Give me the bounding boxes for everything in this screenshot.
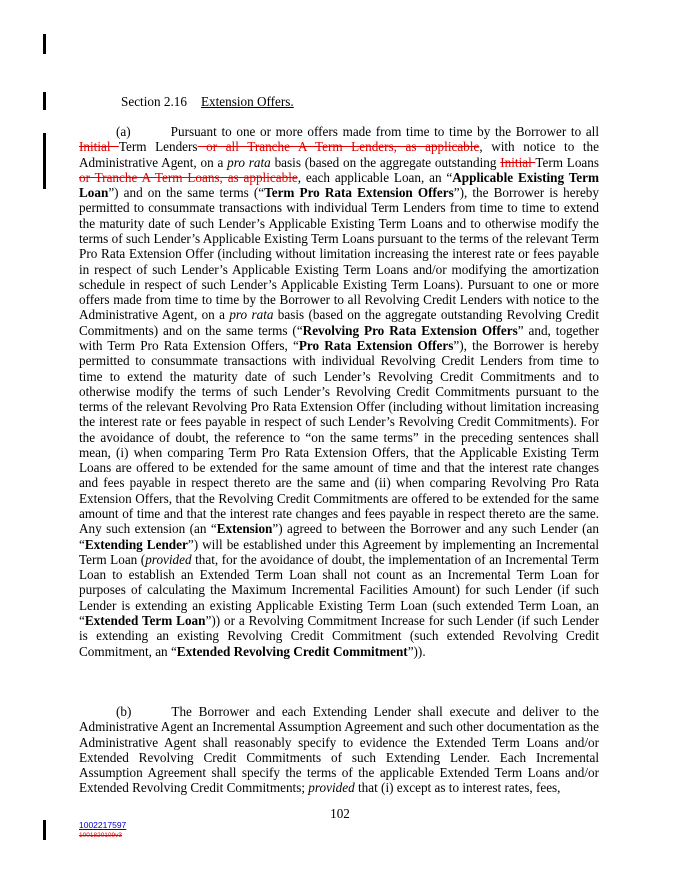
paragraph-b bbox=[79, 704, 599, 796]
text: , each applicable Loan, an “ bbox=[297, 169, 453, 185]
text: ” and, together with Term Pro Rata Extension Offers, “ bbox=[79, 322, 599, 353]
change-bar bbox=[43, 133, 46, 189]
italic-term: provided bbox=[308, 780, 355, 796]
italic-term: pro rata bbox=[229, 307, 274, 323]
text: ”)). bbox=[407, 643, 426, 659]
text: that, for the avoidance of doubt, the implementation of an Incremental Term Loan to establish an Extended Term Loan shall not count as an Incremental Term Loan for purposes of calculating the Maximum Incremental Facilities Amount) for such Lender (if such Lender is extending an existing Applicable Existing Term Loan (such extended Term Loan, an “ bbox=[79, 551, 600, 628]
italic-term: provided bbox=[145, 551, 192, 567]
defined-term: Extending Lender bbox=[84, 536, 188, 552]
change-bar bbox=[43, 34, 46, 54]
text: ”) and on the same terms (“ bbox=[108, 185, 265, 201]
text: The Borrower and each Extending Lender shall execute and deliver to the Administrative Agent an Incremental Assumption Agreement and such other documentation as the Administrative Agent shall reasonably specify to evidence the Extended Term Loans and/or Extended Revolving Credit Commitments of such Extending Lender. Each Incremental Assumption Agreement shall specify the terms of the applicable Extended Term Loans and/or Extended Revolving Credit Commitments; bbox=[79, 704, 599, 796]
text: Term Lenders bbox=[118, 139, 198, 155]
defined-term: Applicable Existing Term Loan bbox=[79, 169, 599, 201]
paragraph-label: (a) bbox=[116, 124, 131, 139]
document-id: 1002217597 bbox=[79, 820, 127, 830]
paragraph-label: (b) bbox=[116, 704, 132, 719]
page-number: 102 bbox=[330, 806, 350, 821]
change-bar bbox=[43, 820, 46, 840]
deleted-text: or Tranche A Term Loans, as applicable bbox=[79, 169, 298, 185]
text: Pursuant to one or more offers made from time to time by the Borrower to all bbox=[170, 124, 599, 139]
change-bar bbox=[43, 92, 46, 110]
text: that (i) except as to interest rates, fees, bbox=[354, 780, 561, 796]
defined-term: Extended Revolving Credit Commitment bbox=[176, 643, 408, 659]
text: ”), the Borrower is hereby permitted to consummate transactions with individual Term Lenders from time to time to extend the maturity date of such Lender’s Applicable Existing Term Loans and to otherwise modify the terms of such Lender’s Applicable Existing Term Loans pursuant to the terms of the relevant Term Pro Rata Extension Offer (including without limitation increasing the interest rate or fees payable in respect of such Lender’s Applicable Existing Term Loans and/or modifying the amortization schedule in respect of such Lender’s Applicable Existing Term Loans). Pursuant to one or more offers made from time to time by the Borrower to all Revolving Credit Lenders with notice to the Administrative Agent, on a bbox=[79, 185, 599, 323]
section-heading bbox=[121, 94, 294, 110]
text: , with notice to the Administrative Agent, on a bbox=[79, 139, 599, 170]
text: ”) agreed to between the Borrower and any such Lender (an “ bbox=[79, 521, 600, 552]
italic-term: pro rata bbox=[227, 154, 271, 170]
text: basis (based on the aggregate outstanding bbox=[270, 154, 501, 170]
deleted-text: Initial bbox=[79, 139, 119, 155]
deleted-text: or all Tranche A Term Lenders, as applicable bbox=[197, 139, 480, 155]
text: Term Loans bbox=[535, 154, 599, 170]
text: ”), the Borrower is hereby permitted to consummate transactions with individual Revolving Credit Lenders from time to time to extend the maturity date of such Lender’s Revolving Credit Commitments and to otherwise modify the terms of such Lender’s Revolving Credit Commitments pursuant to the terms of the relevant Revolving Pro Rata Extension Offer (including without limitation increasing the interest rate or fees payable in respect of such Lender’s Revolving Credit Commitments). For the avoidance of doubt, the reference to “on the same terms” in the preceding sentences shall mean, (i) when comparing Term Pro Rata Extension Offers, that the Applicable Existing Term Loans are offered to be extended for the same amount of time and that the interest rate changes and fees payable in respect thereto are the same and (ii) when comparing Revolving Pro Rata Extension Offers, that the Revolving Credit Commitments are offered to be extended for the same amount of time and that the interest rate changes and fees payable in respect thereto are the same. Any such extension (an “ bbox=[79, 337, 599, 537]
defined-term: Term Pro Rata Extension Offers bbox=[264, 185, 454, 201]
paragraph-a bbox=[79, 124, 599, 659]
deleted-text: Initial bbox=[500, 154, 536, 170]
defined-term: Extended Term Loan bbox=[84, 613, 206, 628]
section-title: Extension Offers. bbox=[200, 94, 294, 109]
text: ”)) or a Revolving Commitment Increase for such Lender (if such Lender is extending an existing Revolving Credit Commitment (such extended Revolving Credit Commitment, an “ bbox=[79, 613, 599, 659]
defined-term: Pro Rata Extension Offers bbox=[298, 337, 454, 353]
defined-term: Revolving Pro Rata Extension Offers bbox=[302, 322, 518, 338]
deleted-document-id: 1001820109v3 bbox=[79, 832, 123, 839]
section-number: Section 2.16 bbox=[121, 94, 187, 109]
text: basis (based on the aggregate outstanding Revolving Credit Commitments) and on the same terms (“ bbox=[79, 307, 599, 338]
text: ”) will be established under this Agreement by implementing an Incremental Term Loan ( bbox=[79, 536, 599, 567]
defined-term: Extension bbox=[216, 521, 273, 537]
